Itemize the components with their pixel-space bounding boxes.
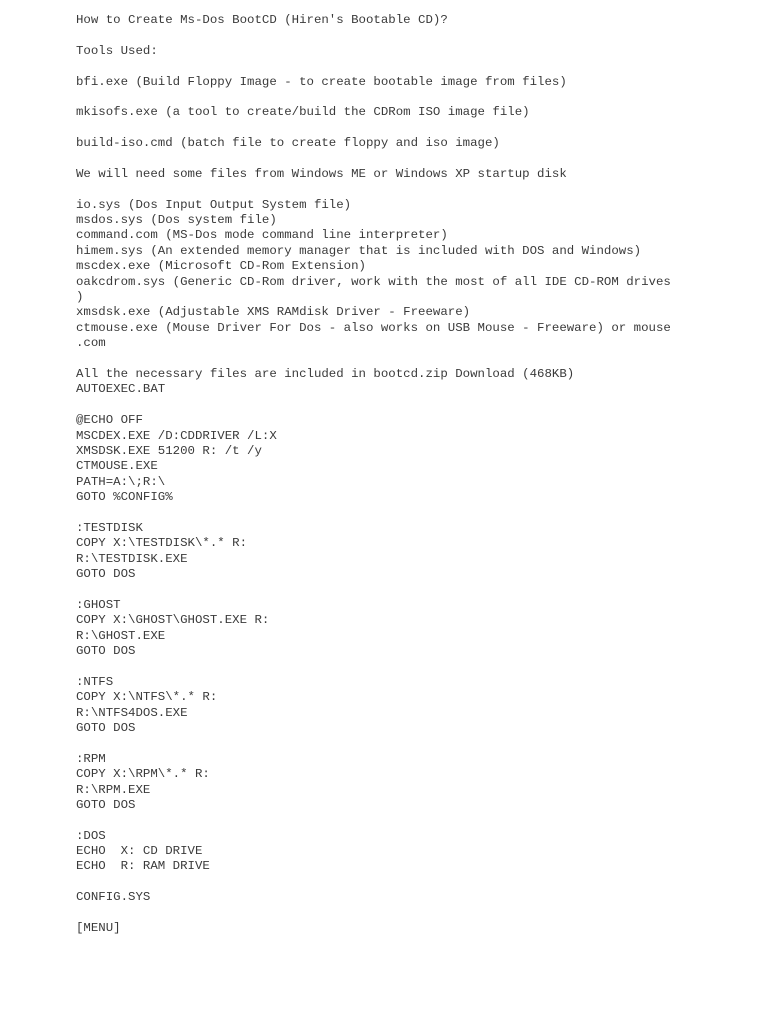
code-line: GOTO DOS <box>76 644 136 659</box>
download-block <box>76 367 696 398</box>
code-line: ECHO R: RAM DRIVE <box>76 859 210 874</box>
file-list-line: oakcdrom.sys (Generic CD-Rom driver, work with the most of all IDE CD-ROM drives <box>76 274 671 289</box>
download-note: All the necessary files are included in bootcd.zip Download (468KB) <box>76 366 575 381</box>
tool-bfi: bfi.exe (Build Floppy Image - to create bootable image from files) <box>76 74 567 89</box>
tool-mkisofs: mkisofs.exe (a tool to create/build the CDRom ISO image file) <box>76 105 530 120</box>
file-list-block <box>76 198 696 352</box>
menu-label: [MENU] <box>76 921 121 936</box>
file-list-line: xmsdsk.exe (Adjustable XMS RAMdisk Driver - Freeware) <box>76 305 471 320</box>
title-block <box>76 13 696 28</box>
code-line: R:\TESTDISK.EXE <box>76 551 188 566</box>
code-line: :TESTDISK <box>76 520 143 535</box>
code-line: COPY X:\NTFS\*.* R: <box>76 690 218 705</box>
config-sys-block <box>76 890 696 905</box>
autoexec-code-block <box>76 413 696 505</box>
code-line: GOTO DOS <box>76 797 136 812</box>
tools-heading: Tools Used: <box>76 43 158 58</box>
startup-disk-note: We will need some files from Windows ME or Windows XP startup disk <box>76 166 567 181</box>
document-title: How to Create Ms-Dos BootCD (Hiren's Bootable CD)? <box>76 13 448 27</box>
tool-build-iso: build-iso.cmd (batch file to create floppy and iso image) <box>76 136 500 151</box>
file-list-line: msdos.sys (Dos system file) <box>76 213 277 228</box>
tool-build-iso-block <box>76 136 696 151</box>
config-sys-heading: CONFIG.SYS <box>76 890 151 905</box>
file-list-line: ctmouse.exe (Mouse Driver For Dos - also works on USB Mouse - Freeware) or mouse <box>76 320 671 335</box>
code-line: GOTO DOS <box>76 720 136 735</box>
code-line: :GHOST <box>76 597 121 612</box>
tools-heading-block <box>76 44 696 59</box>
code-line: COPY X:\RPM\*.* R: <box>76 767 210 782</box>
code-line: R:\NTFS4DOS.EXE <box>76 705 188 720</box>
code-line: R:\GHOST.EXE <box>76 628 166 643</box>
file-list-line: command.com (MS-Dos mode command line interpreter) <box>76 228 448 243</box>
code-line: PATH=A:\;R:\ <box>76 474 166 489</box>
file-list-line: himem.sys (An extended memory manager that is included with DOS and Windows) <box>76 243 642 258</box>
code-line: :DOS <box>76 828 106 843</box>
rpm-block <box>76 752 696 814</box>
file-list-line: io.sys (Dos Input Output System file) <box>76 197 352 212</box>
startup-disk-note-block <box>76 167 696 182</box>
code-line: MSCDEX.EXE /D:CDDRIVER /L:X <box>76 428 277 443</box>
menu-block <box>76 921 696 936</box>
code-line: GOTO %CONFIG% <box>76 490 173 505</box>
code-line: ECHO X: CD DRIVE <box>76 844 203 859</box>
file-list-line: mscdex.exe (Microsoft CD-Rom Extension) <box>76 259 366 274</box>
code-line: COPY X:\GHOST\GHOST.EXE R: <box>76 613 270 628</box>
ghost-block <box>76 598 696 660</box>
file-list-line: .com <box>76 336 106 351</box>
code-line: R:\RPM.EXE <box>76 782 151 797</box>
code-line: CTMOUSE.EXE <box>76 459 158 474</box>
code-line: GOTO DOS <box>76 567 136 582</box>
code-line: @ECHO OFF <box>76 413 143 428</box>
tool-bfi-block <box>76 75 696 90</box>
code-line: :RPM <box>76 751 106 766</box>
testdisk-block <box>76 521 696 583</box>
autoexec-heading: AUTOEXEC.BAT <box>76 382 166 397</box>
document-page <box>76 13 696 952</box>
code-line: XMSDSK.EXE 51200 R: /t /y <box>76 443 262 458</box>
code-line: COPY X:\TESTDISK\*.* R: <box>76 536 248 551</box>
tool-mkisofs-block <box>76 105 696 120</box>
file-list-line: ) <box>76 290 84 305</box>
code-line: :NTFS <box>76 674 114 689</box>
dos-block <box>76 829 696 875</box>
ntfs-block <box>76 675 696 737</box>
